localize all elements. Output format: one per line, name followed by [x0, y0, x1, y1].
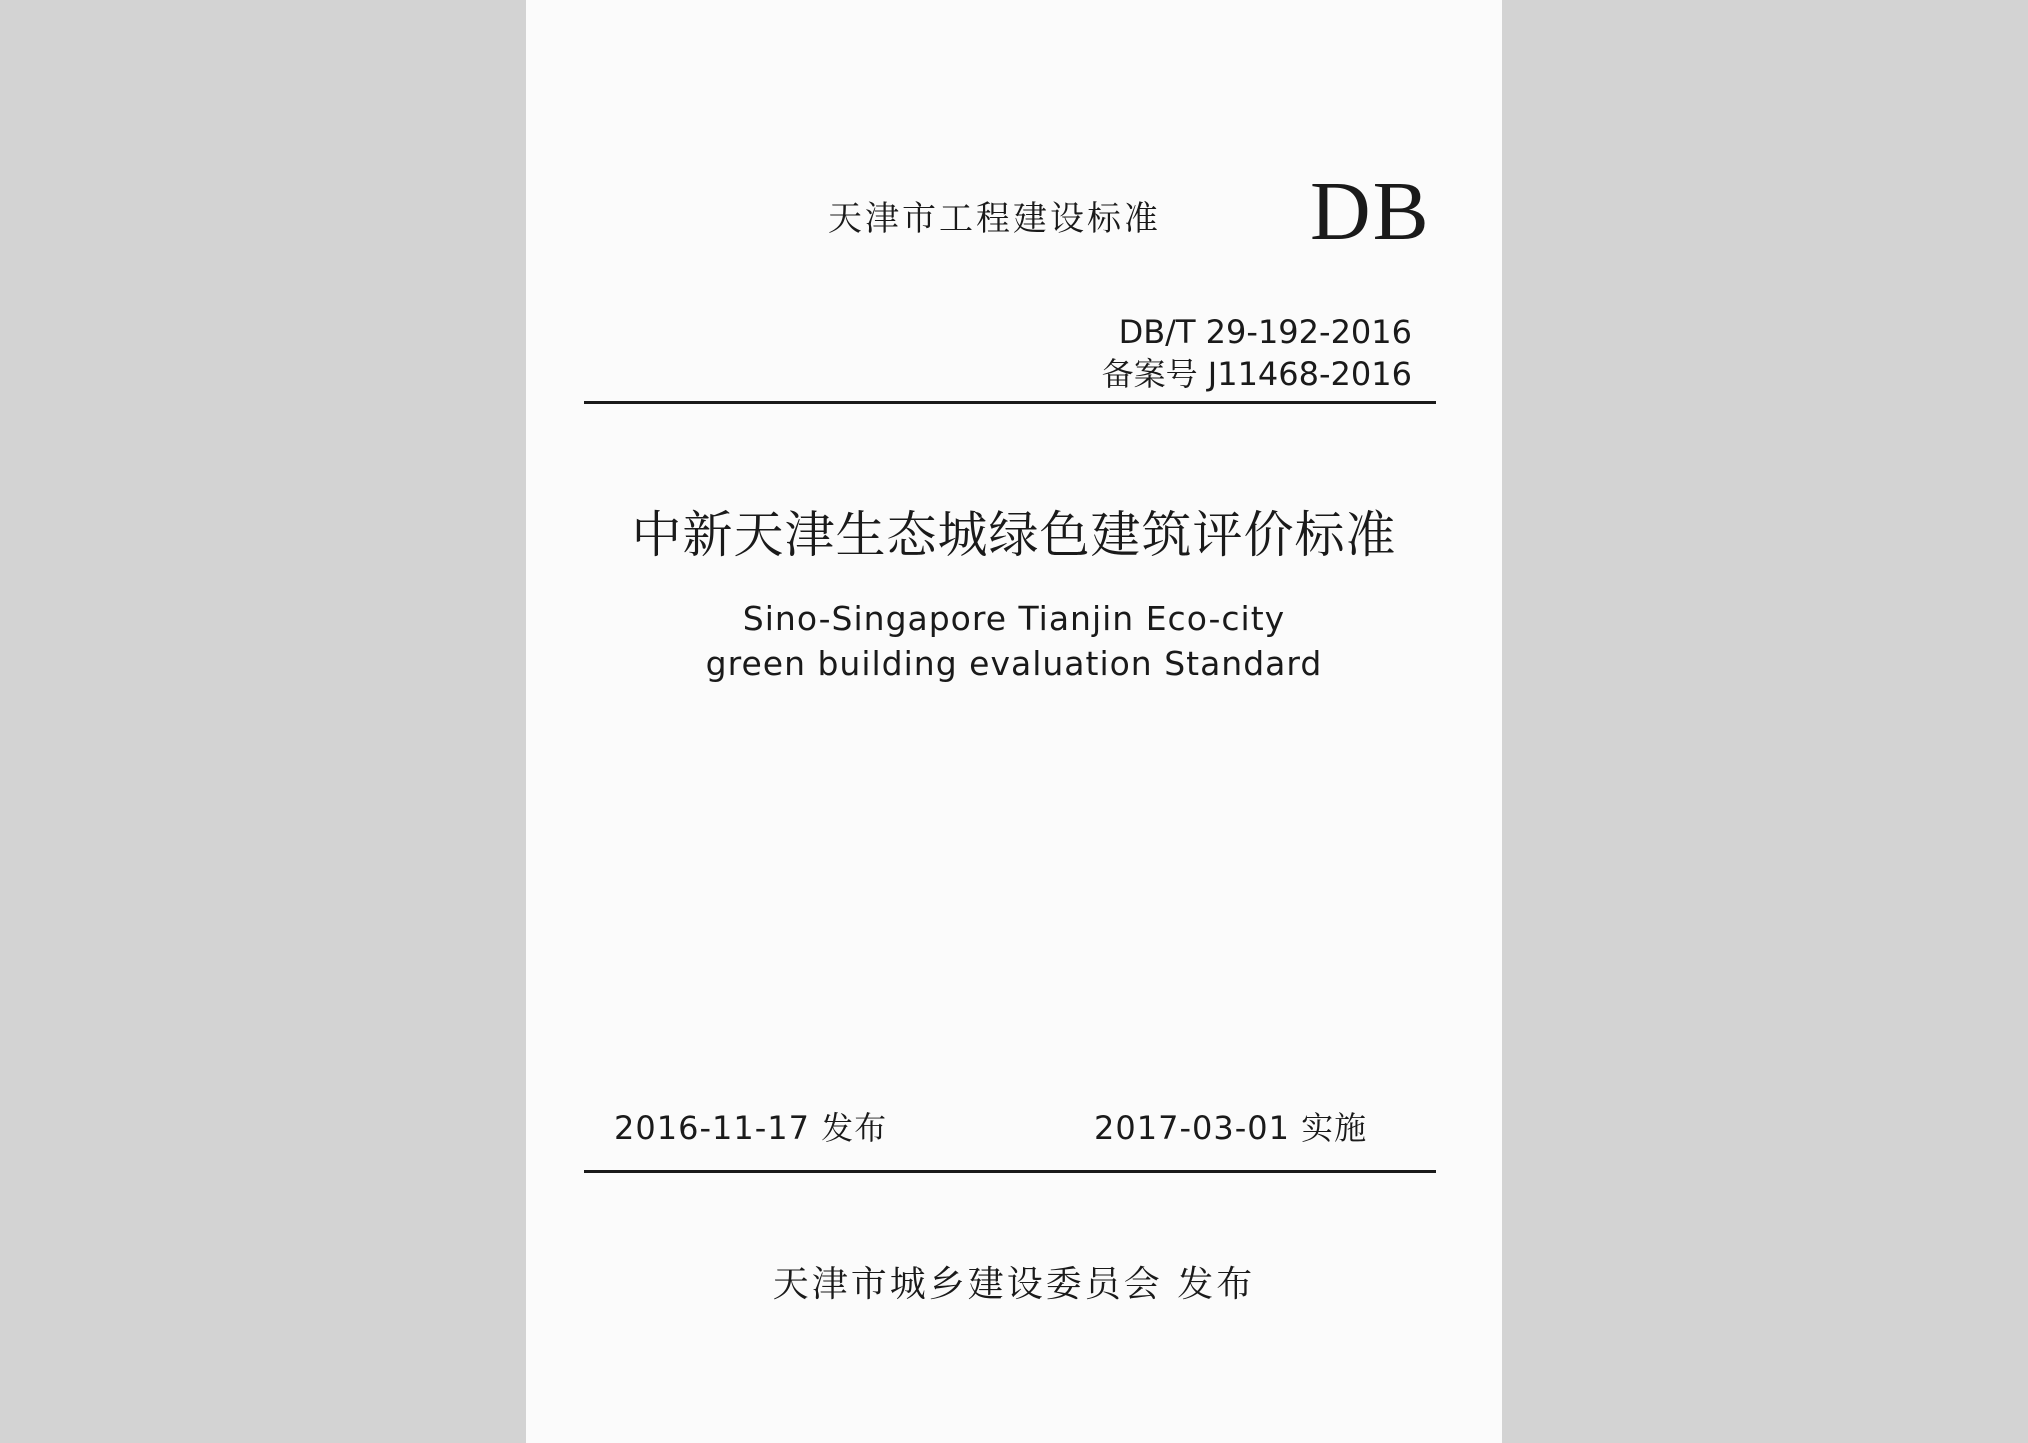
standard-series-label: 天津市工程建设标准	[828, 199, 1161, 239]
publisher: 天津市城乡建设委员会 发布	[772, 1264, 1256, 1305]
standard-number: DB/T 29-192-2016	[1118, 313, 1412, 351]
document-page	[526, 0, 1502, 1443]
bottom-divider	[584, 1170, 1436, 1173]
title-english-line2: green building evaluation Standard	[705, 644, 1323, 683]
db-logo: DB	[1310, 165, 1431, 258]
title-chinese: 中新天津生态城绿色建筑评价标准	[631, 506, 1397, 564]
title-english-line1: Sino-Singapore Tianjin Eco-city	[742, 599, 1286, 638]
effective-date: 2017-03-01 实施	[1094, 1109, 1368, 1147]
record-number: 备案号 J11468-2016	[1101, 355, 1412, 393]
issue-date: 2016-11-17 发布	[614, 1109, 888, 1147]
top-divider	[584, 401, 1436, 404]
